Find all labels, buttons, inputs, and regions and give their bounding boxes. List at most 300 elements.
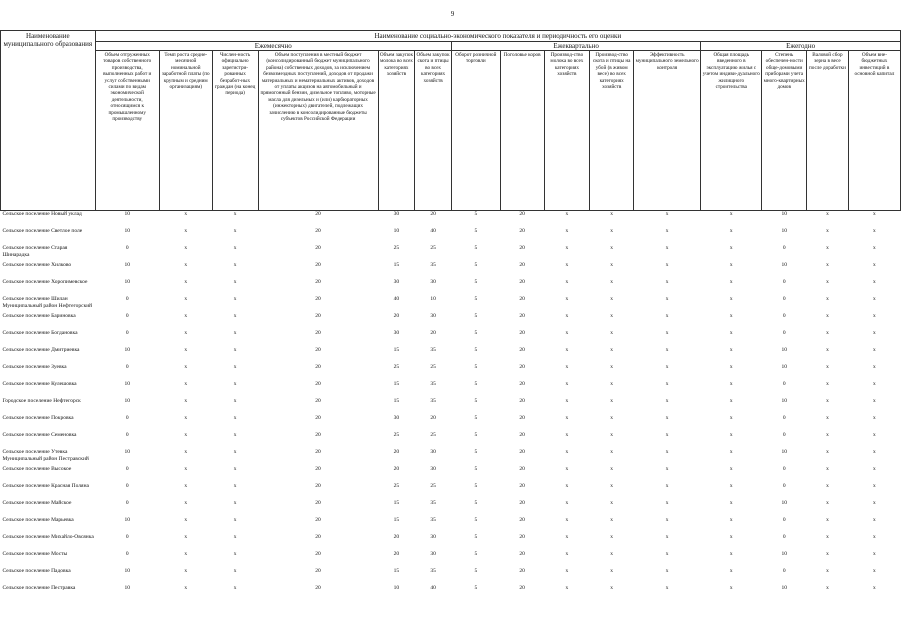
municipality-header: Наименование муниципального образования [1, 31, 96, 211]
score-cell: x [233, 211, 237, 217]
score-cell: 5 [474, 551, 478, 557]
score-cell: x [565, 262, 569, 268]
score-cell: 35 [430, 398, 436, 404]
table-row [1, 432, 901, 449]
score-cell: x [610, 245, 614, 251]
column-header: Объем поступления в местный бюджет (консолидированный бюджет муниципального района) собственных доходов, за исключением безвозмездных поступлений, доходов от продажи материальных и нематериальных активов, доходов от уплаты акцизов на автомобильный и прямогонный бензин, дизельное топливо, моторные масла для дизельных и (или) карбюраторных (инжекторных) двигателей, подлежащих зачислению в консолидированные бюджеты субъектов Российской Федерации [258, 51, 378, 211]
score-cell: x [729, 415, 733, 421]
score-cell: 20 [315, 551, 321, 557]
score-cell: 40 [393, 296, 400, 302]
score-cell: 15 [393, 347, 400, 353]
score-cell: x [233, 517, 237, 523]
score-cell: 25 [393, 364, 400, 370]
score-cell: x [184, 415, 188, 421]
score-cell: 20 [430, 415, 436, 421]
score-cell: 30 [393, 211, 400, 217]
score-cell: x [729, 296, 733, 302]
municipality-name: Сельское поселение Падовка [2, 568, 71, 574]
score-cell: x [729, 279, 733, 285]
score-cell: 5 [474, 313, 478, 319]
score-cell: 10 [781, 585, 787, 591]
score-cell: x [184, 313, 188, 319]
score-cell: x [233, 279, 237, 285]
score-cell: 10 [124, 585, 130, 591]
score-cell: x [665, 347, 669, 353]
score-cell: 25 [393, 245, 400, 251]
score-cell: 25 [393, 483, 400, 489]
score-cell: 5 [474, 262, 478, 268]
score-cell: 20 [315, 398, 321, 404]
table-row [1, 568, 901, 585]
score-cell: 30 [430, 313, 436, 319]
score-cell: 15 [393, 398, 400, 404]
score-cell: 5 [474, 296, 478, 302]
score-cell: 20 [519, 398, 525, 404]
score-cell: 20 [519, 211, 525, 217]
score-cell: x [233, 296, 237, 302]
score-cell: 30 [430, 279, 436, 285]
score-cell: x [826, 262, 829, 268]
score-cell: 10 [124, 381, 130, 387]
score-cell: x [184, 568, 188, 574]
score-cell: x [665, 262, 669, 268]
score-cell: 5 [474, 330, 478, 336]
table-row [1, 500, 901, 517]
score-cell: x [233, 330, 237, 336]
score-cell: 20 [519, 432, 525, 438]
score-cell: 10 [124, 228, 130, 234]
score-cell: x [233, 568, 237, 574]
score-cell: 20 [315, 500, 321, 506]
score-cell: 40 [430, 228, 436, 234]
score-cell: 0 [125, 415, 129, 421]
score-cell: 20 [315, 483, 321, 489]
score-cell: 10 [393, 228, 400, 234]
score-cell: 20 [430, 330, 436, 336]
score-cell: 20 [519, 279, 525, 285]
score-cell: 5 [474, 211, 478, 217]
score-cell: x [565, 466, 569, 472]
score-cell: x [184, 585, 188, 591]
score-cell: x [184, 551, 188, 557]
column-header: Степень обеспечен-ности обще-домовыми приборами учета много-квартирных домов [762, 51, 807, 211]
score-cell: 10 [781, 211, 787, 217]
score-cell: x [873, 551, 876, 557]
score-cell: x [233, 398, 237, 404]
score-cell: x [873, 245, 876, 251]
score-cell: x [729, 517, 733, 523]
score-cell: x [184, 466, 188, 472]
table-row [1, 296, 901, 313]
score-cell: x [826, 228, 829, 234]
score-cell: x [610, 449, 614, 455]
score-cell: x [873, 449, 876, 455]
score-cell: x [233, 585, 237, 591]
score-cell: 5 [474, 245, 478, 251]
score-cell: x [610, 330, 614, 336]
score-cell: x [873, 500, 876, 506]
score-cell: 25 [393, 432, 400, 438]
score-cell: x [565, 364, 569, 370]
score-cell: 20 [315, 449, 321, 455]
score-cell: 5 [474, 568, 478, 574]
score-cell: 20 [315, 313, 321, 319]
score-cell: 20 [519, 466, 525, 472]
score-cell: x [873, 347, 876, 353]
score-cell: x [610, 347, 614, 353]
score-cell: 0 [782, 534, 786, 540]
score-cell: 5 [474, 432, 478, 438]
column-header: Производ-ство молока во всех категориях хозяйств [544, 51, 590, 211]
score-cell: x [184, 228, 188, 234]
score-cell: 0 [782, 432, 786, 438]
score-cell: 5 [474, 500, 478, 506]
score-cell: 15 [393, 517, 400, 523]
score-cell: x [729, 449, 733, 455]
municipality-name: Сельское поселение Утевка Муниципальный район Пестравский [2, 449, 89, 462]
score-cell: 20 [519, 534, 525, 540]
score-cell: x [873, 228, 876, 234]
score-cell: 10 [781, 347, 787, 353]
score-cell: x [729, 398, 733, 404]
score-cell: 20 [519, 364, 525, 370]
score-cell: x [665, 296, 669, 302]
municipality-name: Сельское поселение Старая Шинарадка [2, 245, 68, 258]
score-cell: x [729, 313, 733, 319]
score-cell: x [184, 432, 188, 438]
score-cell: x [826, 415, 829, 421]
score-cell: 25 [430, 432, 436, 438]
score-cell: x [665, 534, 669, 540]
score-cell: 20 [393, 313, 400, 319]
table-row [1, 347, 901, 364]
score-cell: x [610, 296, 614, 302]
score-cell: 10 [393, 585, 400, 591]
score-cell: x [729, 483, 733, 489]
score-cell: 20 [519, 415, 525, 421]
score-cell: 25 [430, 245, 436, 251]
score-cell: 20 [519, 483, 525, 489]
score-cell: 5 [474, 449, 478, 455]
score-cell: 10 [781, 228, 787, 234]
score-cell: x [184, 534, 188, 540]
score-cell: x [565, 449, 569, 455]
score-cell: x [610, 568, 614, 574]
score-cell: 5 [474, 364, 478, 370]
score-cell: x [873, 364, 876, 370]
score-cell: 5 [474, 279, 478, 285]
score-cell: 0 [782, 296, 786, 302]
score-cell: 35 [430, 347, 436, 353]
score-cell: x [565, 517, 569, 523]
score-cell: 0 [782, 517, 786, 523]
score-cell: x [610, 228, 614, 234]
column-header: Объем вне-бюджетных инвестиций в основной капитал [848, 51, 900, 211]
group-quarterly: Ежеквартально [451, 42, 700, 51]
score-cell: 5 [474, 347, 478, 353]
municipality-name: Сельское поселение Майское [2, 500, 72, 506]
score-cell: x [665, 330, 669, 336]
score-cell: 30 [393, 415, 400, 421]
score-cell: x [873, 483, 876, 489]
score-cell: 25 [430, 483, 436, 489]
score-cell: x [565, 500, 569, 506]
score-cell: 10 [781, 262, 787, 268]
score-cell: x [610, 466, 614, 472]
score-cell: x [233, 500, 237, 506]
score-cell: x [826, 585, 829, 591]
table-row [1, 398, 901, 415]
column-header: Темп роста средне-месячной номинальной заработной платы (по крупным и средним организациям) [159, 51, 212, 211]
score-cell: x [826, 296, 829, 302]
score-cell: x [233, 245, 237, 251]
score-cell: x [729, 500, 733, 506]
score-cell: 5 [474, 415, 478, 421]
score-cell: x [565, 398, 569, 404]
score-cell: x [826, 551, 829, 557]
score-cell: 0 [125, 534, 129, 540]
table-row [1, 551, 901, 568]
score-cell: 0 [782, 483, 786, 489]
table-row [1, 585, 901, 602]
score-cell: x [826, 313, 829, 319]
score-cell: 30 [430, 466, 436, 472]
score-cell: x [873, 534, 876, 540]
score-cell: x [184, 279, 188, 285]
score-cell: x [610, 364, 614, 370]
score-cell: x [610, 262, 614, 268]
score-cell: 0 [782, 279, 786, 285]
score-cell: 20 [519, 568, 525, 574]
score-cell: x [565, 381, 569, 387]
score-cell: 20 [430, 211, 436, 217]
score-cell: x [665, 551, 669, 557]
score-cell: x [184, 262, 188, 268]
score-cell: 20 [519, 228, 525, 234]
score-cell: x [184, 483, 188, 489]
score-cell: 0 [125, 466, 129, 472]
score-cell: 20 [315, 228, 321, 234]
score-cell: x [826, 483, 829, 489]
score-cell: x [233, 228, 237, 234]
score-cell: 20 [315, 381, 321, 387]
score-cell: x [184, 364, 188, 370]
group-monthly: Ежемесячно [95, 42, 451, 51]
score-cell: x [233, 415, 237, 421]
score-cell: x [610, 585, 614, 591]
score-cell: 10 [124, 347, 130, 353]
score-cell: x [610, 381, 614, 387]
score-cell: x [610, 211, 614, 217]
score-cell: 0 [125, 432, 129, 438]
score-cell: 20 [519, 500, 525, 506]
score-cell: x [826, 245, 829, 251]
score-cell: 10 [124, 211, 130, 217]
score-cell: 35 [430, 517, 436, 523]
score-cell: x [233, 381, 237, 387]
score-cell: x [873, 517, 876, 523]
score-cell: 0 [782, 381, 786, 387]
score-cell: 20 [315, 262, 321, 268]
score-cell: x [233, 483, 237, 489]
score-cell: x [873, 330, 876, 336]
score-cell: x [729, 228, 733, 234]
score-cell: x [729, 211, 733, 217]
column-header: Общая площадь введенного в эксплуатацию жилья с учетом индиви-дуального жилищного строительства [701, 51, 762, 211]
score-cell: x [826, 500, 829, 506]
score-cell: 20 [519, 347, 525, 353]
score-cell: 10 [124, 398, 130, 404]
score-cell: x [665, 449, 669, 455]
score-cell: x [565, 534, 569, 540]
table-row [1, 330, 901, 347]
score-cell: 10 [124, 279, 130, 285]
score-cell: x [873, 381, 876, 387]
score-cell: 0 [782, 245, 786, 251]
score-cell: 5 [474, 228, 478, 234]
score-cell: x [233, 551, 237, 557]
score-cell: x [184, 398, 188, 404]
score-cell: 20 [315, 296, 321, 302]
score-cell: x [826, 517, 829, 523]
score-cell: 20 [315, 568, 321, 574]
score-cell: x [729, 245, 733, 251]
municipality-name: Сельское поселение Кулешовка [2, 381, 77, 387]
score-cell: 0 [125, 551, 129, 557]
score-cell: x [665, 279, 669, 285]
score-cell: 0 [125, 500, 129, 506]
score-cell: x [184, 517, 188, 523]
score-cell: 5 [474, 381, 478, 387]
score-cell: x [565, 415, 569, 421]
score-cell: x [610, 517, 614, 523]
score-cell: x [729, 347, 733, 353]
score-cell: 20 [315, 517, 321, 523]
score-cell: 5 [474, 517, 478, 523]
score-cell: x [184, 211, 188, 217]
score-cell: x [729, 262, 733, 268]
score-cell: x [565, 228, 569, 234]
score-cell: 30 [430, 534, 436, 540]
score-cell: 40 [430, 585, 436, 591]
score-cell: 20 [315, 466, 321, 472]
score-cell: 0 [125, 313, 129, 319]
score-cell: 20 [519, 262, 525, 268]
municipality-name: Сельское поселение Бариновка [2, 313, 76, 319]
municipality-name: Сельское поселение Пестравка [2, 585, 76, 591]
indicator-table [0, 30, 901, 602]
score-cell: 10 [124, 262, 130, 268]
score-cell: x [184, 347, 188, 353]
score-cell: 20 [315, 279, 321, 285]
score-cell: x [565, 551, 569, 557]
score-cell: x [826, 211, 829, 217]
score-cell: 20 [315, 245, 321, 251]
page-number: 9 [450, 10, 455, 18]
score-cell: x [665, 585, 669, 591]
score-cell: x [565, 330, 569, 336]
score-cell: 20 [393, 449, 400, 455]
score-cell: x [233, 449, 237, 455]
score-cell: x [233, 347, 237, 353]
column-header: Валовой сбор зерна в весе после доработки [807, 51, 849, 211]
score-cell: x [233, 313, 237, 319]
score-cell: x [184, 296, 188, 302]
score-cell: 20 [315, 585, 321, 591]
table-row [1, 313, 901, 330]
table-body [1, 211, 901, 603]
score-cell: 0 [782, 313, 786, 319]
score-cell: x [665, 245, 669, 251]
score-cell: 10 [781, 364, 787, 370]
score-cell: x [873, 398, 876, 404]
score-cell: x [610, 483, 614, 489]
score-cell: 15 [393, 568, 400, 574]
score-cell: x [233, 262, 237, 268]
score-cell: x [233, 534, 237, 540]
score-cell: x [729, 568, 733, 574]
table-row [1, 381, 901, 398]
score-cell: x [565, 211, 569, 217]
score-cell: x [826, 449, 829, 455]
score-cell: 20 [393, 466, 400, 472]
score-cell: x [826, 347, 829, 353]
score-cell: x [665, 415, 669, 421]
score-cell: x [665, 228, 669, 234]
score-cell: 35 [430, 381, 436, 387]
score-cell: x [565, 313, 569, 319]
municipality-name: Сельское поселение Зуевка [2, 364, 67, 370]
score-cell: x [729, 551, 733, 557]
municipality-name: Сельское поселение Дмитриевка [2, 347, 80, 353]
score-cell: 20 [315, 364, 321, 370]
municipality-name: Сельское поселение Мосты [2, 551, 68, 557]
score-cell: x [565, 585, 569, 591]
score-cell: x [873, 296, 876, 302]
score-cell: x [610, 415, 614, 421]
score-cell: 0 [125, 296, 129, 302]
score-cell: 10 [124, 517, 130, 523]
table-row [1, 466, 901, 483]
score-cell: x [665, 364, 669, 370]
score-cell: x [610, 432, 614, 438]
score-cell: x [826, 381, 829, 387]
score-cell: x [729, 585, 733, 591]
score-cell: x [826, 364, 829, 370]
column-header: Производ-ство скота и птицы на убой (в живом весе) во всех категориях хозяйств [590, 51, 634, 211]
score-cell: x [826, 330, 829, 336]
municipality-name: Сельское поселение Семеновка [2, 432, 77, 438]
indicators-title: Наименование социально-экономического показателя и периодичность его оценки [95, 31, 900, 42]
score-cell: x [665, 517, 669, 523]
score-cell: x [729, 364, 733, 370]
score-cell: 0 [782, 415, 786, 421]
score-cell: x [665, 398, 669, 404]
score-cell: 20 [315, 534, 321, 540]
score-cell: 10 [781, 551, 787, 557]
score-cell: 25 [430, 364, 436, 370]
table-row [1, 228, 901, 245]
table-row [1, 415, 901, 432]
score-cell: x [665, 500, 669, 506]
score-cell: x [826, 398, 829, 404]
score-cell: 5 [474, 483, 478, 489]
table-row [1, 534, 901, 551]
score-cell: x [565, 347, 569, 353]
score-cell: x [873, 279, 876, 285]
score-cell: 30 [393, 330, 400, 336]
score-cell: x [565, 245, 569, 251]
